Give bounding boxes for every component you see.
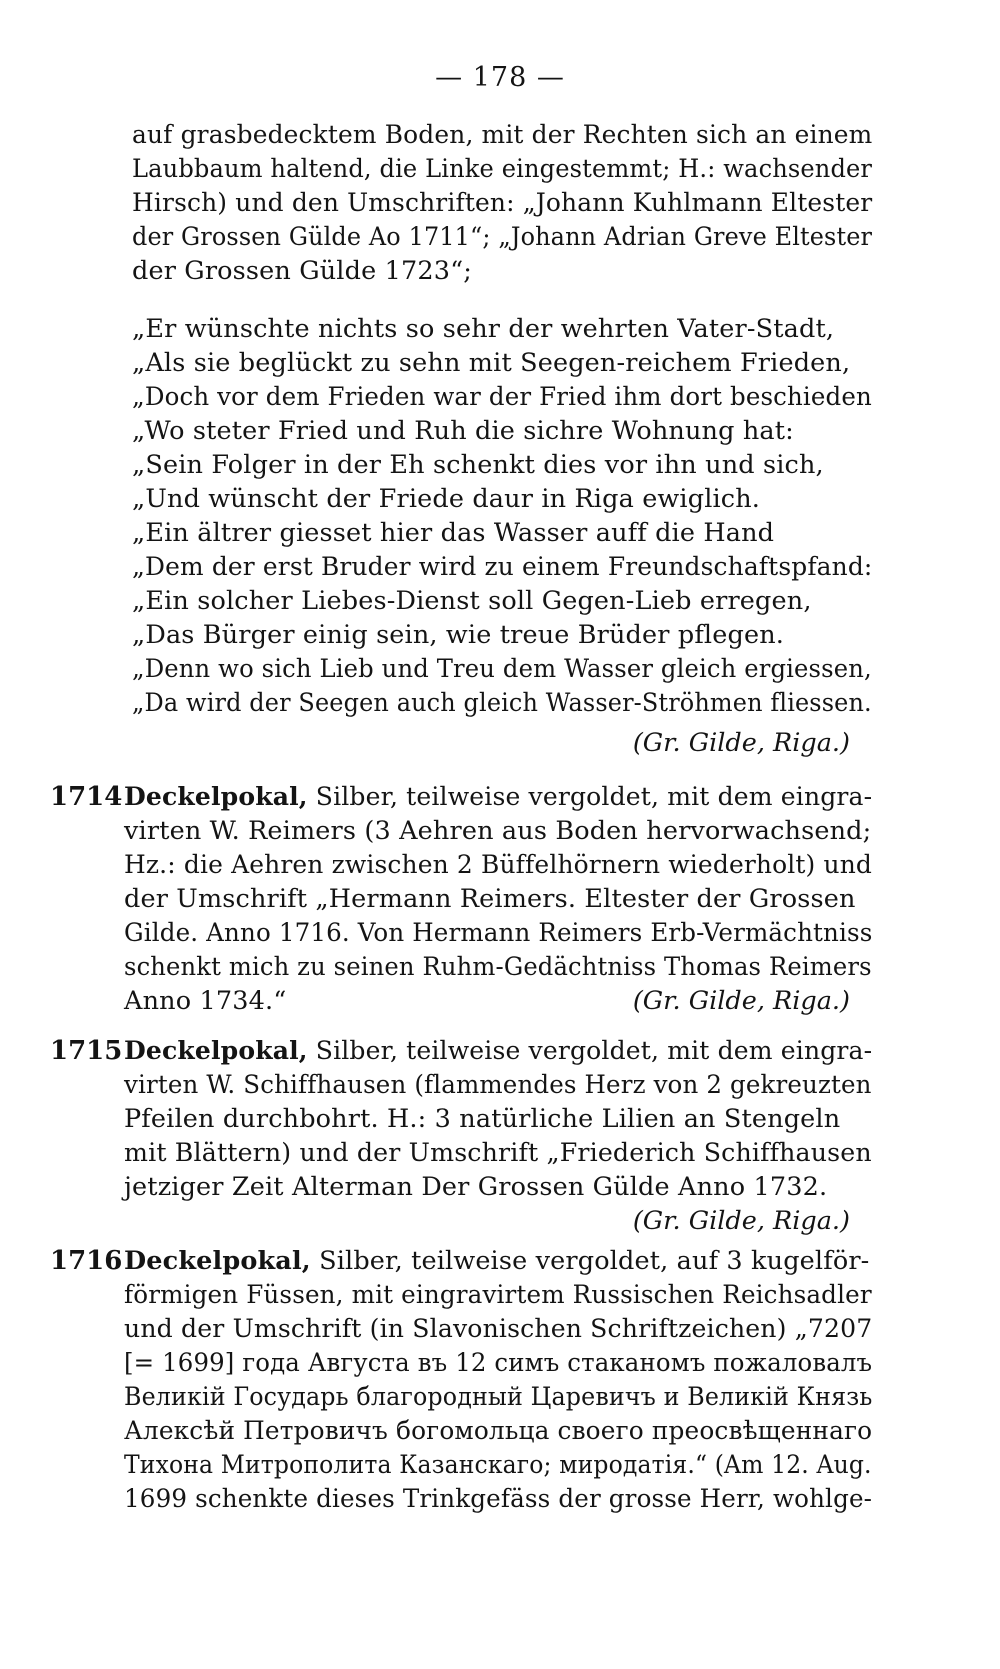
entry-line: virten W. Schiffhausen (flammendes Herz von 2 gekreuzten: [124, 1070, 872, 1100]
entry-line: [= 1699] года Августа въ 12 симъ стаканомъ пожаловалъ: [124, 1348, 873, 1378]
poem-line: „Ein ältrer giesset hier das Wasser auff die Hand: [132, 518, 775, 548]
entry-line: der Umschrift „Hermann Reimers. Eltester der Grossen: [124, 884, 856, 914]
entry-line: Hz.: die Aehren zwischen 2 Büffelhörnern wiederholt) und: [124, 850, 873, 880]
poem-line: „Doch vor dem Frieden war der Fried ihm dort beschieden: [132, 382, 872, 412]
entry-line: Pfeilen durchbohrt. H.: 3 natürliche Lilien an Stengeln: [124, 1104, 841, 1134]
poem-line: „Als sie beglückt zu sehn mit Seegen-reichem Frieden,: [132, 348, 851, 378]
entry-line: Anno 1734.“: [124, 986, 287, 1016]
entry-first-line: [124, 1244, 869, 1278]
poem-line: „Denn wo sich Lieb und Treu dem Wasser gleich ergiessen,: [132, 654, 872, 684]
intro-line: auf grasbedecktem Boden, mit der Rechten sich an einem: [132, 120, 873, 150]
intro-line: Hirsch) und den Umschriften: „Johann Kuhlmann Eltester: [132, 188, 873, 218]
page-number: — 178 —: [435, 62, 565, 93]
entry-title: Deckelpokal,: [124, 782, 308, 812]
entry-title: Deckelpokal,: [124, 1036, 308, 1066]
entry-line: Алексѣй Петровичъ богомольца своего преосвѣщеннаго: [124, 1416, 873, 1446]
entry-title: Deckelpokal,: [124, 1246, 311, 1276]
poem-line: „Und wünscht der Friede daur in Riga ewiglich.: [132, 484, 761, 514]
entry-line: 1699 schenkte dieses Trinkgefäss der grosse Herr, wohlge-: [124, 1484, 873, 1514]
entry-first-line: [124, 780, 872, 814]
entry-number: 1716: [50, 1246, 123, 1276]
entry-line: schenkt mich zu seinen Ruhm-Gedächtniss Thomas Reimers: [124, 952, 872, 982]
entry-number: 1714: [50, 782, 123, 812]
source-reference: (Gr. Gilde, Riga.): [632, 728, 850, 758]
poem-line: „Er wünschte nichts so sehr der wehrten Vater-Stadt,: [132, 314, 835, 344]
entry-line: und der Umschrift (in Slavonischen Schriftzeichen) „7207: [124, 1314, 873, 1344]
entry-first-text: Silber, teilweise vergoldet, mit dem eingra-: [307, 1036, 873, 1066]
entry-line: jetziger Zeit Alterman Der Grossen Gülde Anno 1732.: [124, 1172, 828, 1202]
entry-first-text: Silber, teilweise vergoldet, mit dem eingra-: [307, 782, 873, 812]
entry-line: Великій Государь благородный Царевичъ и Великій Князь: [124, 1382, 873, 1412]
intro-line: der Grossen Gülde Ao 1711“; „Johann Adrian Greve Eltester: [132, 222, 873, 252]
entry-first-text: Silber, teilweise vergoldet, auf 3 kugelför-: [310, 1246, 870, 1276]
entry-number: 1715: [50, 1036, 123, 1066]
entry-line: förmigen Füssen, mit eingravirtem Russischen Reichsadler: [124, 1280, 872, 1310]
entry-first-line: [124, 1034, 872, 1068]
poem-line: „Da wird der Seegen auch gleich Wasser-Ströhmen fliessen.: [132, 688, 872, 718]
intro-line: der Grossen Gülde 1723“;: [132, 256, 473, 286]
poem-line: „Dem der erst Bruder wird zu einem Freundschaftspfand:: [132, 552, 873, 582]
source-reference: (Gr. Gilde, Riga.): [632, 1206, 850, 1236]
source-reference: (Gr. Gilde, Riga.): [632, 986, 850, 1016]
entry-line: Тихона Митрополита Казанскаго; миродатія.“ (Am 12. Aug.: [124, 1450, 872, 1480]
poem-line: „Wo steter Fried und Ruh die sichre Wohnung hat:: [132, 416, 794, 446]
entry-line: Gilde. Anno 1716. Von Hermann Reimers Erb-Vermächtniss: [124, 918, 873, 948]
poem-line: „Ein solcher Liebes-Dienst soll Gegen-Lieb erregen,: [132, 586, 812, 616]
poem-line: „Das Bürger einig sein, wie treue Brüder pflegen.: [132, 620, 785, 650]
entry-line: mit Blättern) und der Umschrift „Friederich Schiffhausen: [124, 1138, 872, 1168]
poem-line: „Sein Folger in der Eh schenkt dies vor ihn und sich,: [132, 450, 824, 480]
entry-line: virten W. Reimers (3 Aehren aus Boden hervorwachsend;: [124, 816, 872, 846]
intro-line: Laubbaum haltend, die Linke eingestemmt; H.: wachsender: [132, 154, 873, 184]
